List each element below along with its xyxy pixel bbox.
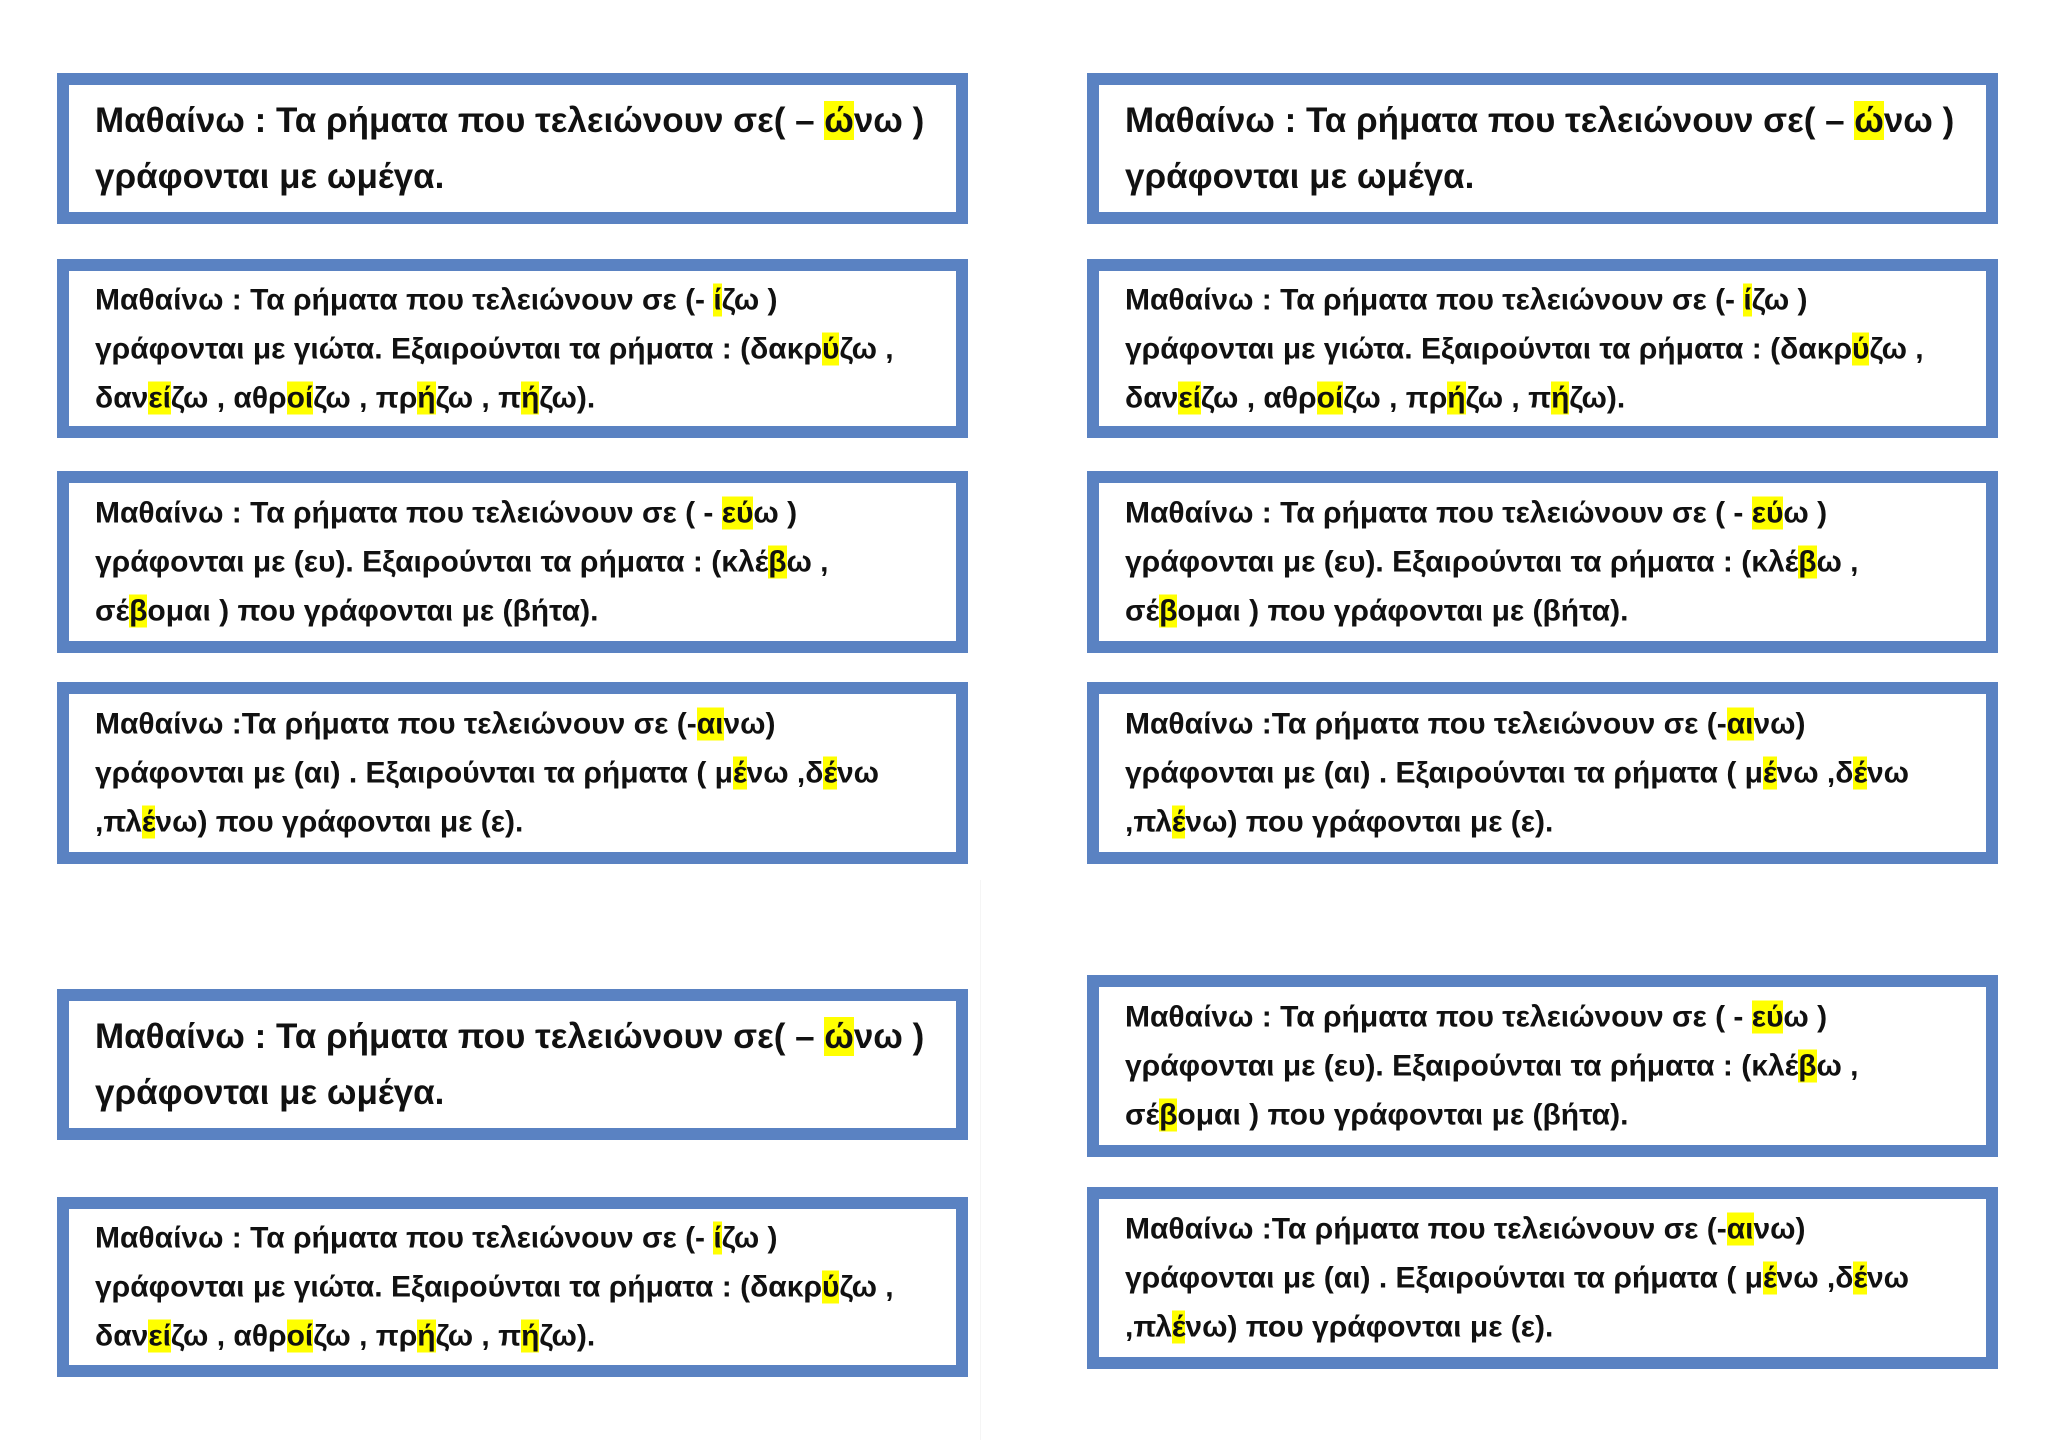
text-segment: νω) [1753,707,1806,741]
card-line [1125,149,1976,205]
card-line [95,1214,946,1263]
text-segment: γράφονται με γιώτα. Εξαιρούνται τα ρήματα : (δακρ [95,332,823,365]
card-aino-rule [1087,682,1998,864]
text-segment: ,πλ [1125,1310,1172,1344]
card-text [95,93,946,205]
text-segment: νω [837,756,880,790]
card-line [1125,324,1976,373]
highlighted-letters: ώ [824,1016,854,1056]
text-segment: δαν [1125,381,1179,414]
text-segment: γράφονται με (ευ). Εξαιρούνται τα ρήματα : (κλέ [1125,1049,1799,1083]
highlighted-letters: β [129,594,148,628]
text-segment: Μαθαίνω : Τα ρήματα που τελειώνουν σε( – [1125,100,1855,140]
text-segment: ομαι ) που γράφονται με (βήτα). [1177,594,1629,628]
card-line [95,1312,946,1361]
text-segment: Μαθαίνω : Τα ρήματα που τελειώνουν σε (- [95,1221,714,1255]
text-segment: ω , [1816,545,1859,579]
text-segment: ζω , πρ [313,1319,418,1353]
card-line [95,1263,946,1312]
highlighted-letters: έ [1853,1261,1867,1295]
text-segment: δαν [95,381,149,414]
card-text [95,700,946,847]
card-euo-rule [57,471,968,653]
card-line [95,275,946,324]
card-line [1125,798,1976,847]
text-segment: νω ) [853,1016,925,1056]
text-segment: νω [1867,756,1910,790]
card-line [1125,489,1976,538]
card-text [1125,489,1976,636]
highlighted-letters: έ [1763,1261,1777,1295]
card-line [95,93,946,149]
card-euo-rule [1087,471,1998,653]
text-segment: γράφονται με (αι) . Εξαιρούνται τα ρήματα ( μ [95,756,734,790]
text-segment: ομαι ) που γράφονται με (βήτα). [147,594,599,628]
card-euo-rule [1087,975,1998,1157]
card-text [1125,1205,1976,1352]
card-line [1125,538,1976,587]
highlighted-letters: ή [1447,381,1466,414]
highlighted-letters: ή [417,381,436,414]
text-segment: Μαθαίνω : Τα ρήματα που τελειώνουν σε ( - [1125,1000,1752,1034]
text-segment: νω ,δ [1776,1261,1854,1295]
highlighted-letters: β [1159,594,1178,628]
highlighted-letters: έ [1171,805,1186,839]
card-text [1125,700,1976,847]
card-line [1125,749,1976,798]
text-segment: ζω , αθρ [170,1319,287,1353]
card-line [95,587,946,636]
card-izo-rule [57,1197,968,1377]
highlighted-letters: ώ [1854,100,1884,140]
highlighted-letters: έ [823,756,837,790]
card-text [95,489,946,636]
highlighted-letters: ή [521,1319,540,1353]
card-text [95,1009,946,1121]
text-segment: σέ [95,594,130,628]
highlighted-letters: ί [1743,283,1752,316]
text-segment: γράφονται με (αι) . Εξαιρούνται τα ρήματα ( μ [1125,1261,1764,1295]
text-segment: γράφονται με γιώτα. Εξαιρούνται τα ρήματα : (δακρ [1125,332,1853,365]
card-ono-rule [1087,73,1998,224]
text-segment: ω , [786,545,829,579]
text-segment: ζω , πρ [313,381,418,414]
text-segment: ζω ) [721,1221,778,1255]
text-segment: ζω , [1869,332,1924,365]
text-segment: Μαθαίνω : Τα ρήματα που τελειώνουν σε ( - [95,496,722,530]
text-segment: νω) που γράφονται με (ε). [1185,805,1554,839]
text-segment: ζω , π [1465,381,1552,414]
text-segment: Μαθαίνω : Τα ρήματα που τελειώνουν σε( – [95,100,825,140]
text-segment: Μαθαίνω : Τα ρήματα που τελειώνουν σε ( - [1125,496,1752,530]
text-segment: ζω , [839,1270,894,1304]
text-segment: Μαθαίνω :Τα ρήματα που τελειώνουν σε (- [95,707,697,741]
text-segment: Μαθαίνω : Τα ρήματα που τελειώνουν σε( – [95,1016,825,1056]
text-segment: ζω , π [435,1319,522,1353]
card-line [1125,275,1976,324]
text-segment: ομαι ) που γράφονται με (βήτα). [1177,1098,1629,1132]
card-line [95,538,946,587]
highlighted-letters: αι [1726,1212,1754,1246]
card-ono-rule [57,73,968,224]
card-line [95,798,946,847]
highlighted-letters: έ [1853,756,1867,790]
text-segment: ω ) [1783,496,1828,530]
card-line [95,1065,946,1121]
text-segment: Μαθαίνω : Τα ρήματα που τελειώνουν σε (- [95,283,714,316]
text-segment: νω) που γράφονται με (ε). [155,805,524,839]
highlighted-letters: ώ [824,100,854,140]
text-segment: Μαθαίνω :Τα ρήματα που τελειώνουν σε (- [1125,1212,1727,1246]
card-line [1125,93,1976,149]
text-segment: ζω). [1569,381,1626,414]
highlighted-letters: έ [1171,1310,1186,1344]
card-line [1125,373,1976,422]
card-text [1125,993,1976,1140]
text-segment: νω ) [853,100,925,140]
highlighted-letters: ί [713,283,722,316]
card-line [95,373,946,422]
text-segment: νω ) [1883,100,1955,140]
highlighted-letters: αι [1726,707,1754,741]
highlighted-letters: εί [1178,381,1201,414]
text-segment: ,πλ [95,805,142,839]
highlighted-letters: έ [733,756,747,790]
highlighted-letters: β [1798,545,1817,579]
highlighted-letters: ύ [822,1270,840,1304]
card-line [1125,700,1976,749]
card-aino-rule [57,682,968,864]
highlighted-letters: εύ [721,496,754,530]
text-segment: νω [1867,1261,1910,1295]
highlighted-letters: αι [696,707,724,741]
highlighted-letters: εύ [1751,1000,1784,1034]
text-segment: γράφονται με (ευ). Εξαιρούνται τα ρήματα : (κλέ [1125,545,1799,579]
text-segment: γράφονται με ωμέγα. [1125,156,1475,196]
card-line [95,749,946,798]
highlighted-letters: εί [148,381,171,414]
card-line [95,1009,946,1065]
text-segment: νω) [723,707,776,741]
text-segment: ω , [1816,1049,1859,1083]
highlighted-letters: ί [713,1221,722,1255]
card-line [95,700,946,749]
highlighted-letters: οί [1316,381,1344,414]
card-text [1125,275,1976,422]
text-segment: ζω ) [721,283,778,316]
text-segment: ζω , π [435,381,522,414]
text-segment: νω) που γράφονται με (ε). [1185,1310,1554,1344]
text-segment: νω ,δ [746,756,824,790]
card-line [1125,587,1976,636]
text-segment: ζω). [539,1319,596,1353]
fold-line [980,880,981,1440]
text-segment: ζω , πρ [1343,381,1448,414]
highlighted-letters: εύ [1751,496,1784,530]
text-segment: ζω , [839,332,894,365]
highlighted-letters: β [1159,1098,1178,1132]
text-segment: γράφονται με γιώτα. Εξαιρούνται τα ρήματα : (δακρ [95,1270,823,1304]
text-segment: σέ [1125,594,1160,628]
highlighted-letters: ή [521,381,540,414]
card-text [1125,93,1976,205]
card-text [95,275,946,422]
text-segment: σέ [1125,1098,1160,1132]
card-line [95,324,946,373]
card-line [1125,1091,1976,1140]
highlighted-letters: ύ [822,332,840,365]
highlighted-letters: ή [417,1319,436,1353]
text-segment: ω ) [753,496,798,530]
card-line [1125,1254,1976,1303]
card-text [95,1214,946,1361]
card-ono-rule [57,989,968,1140]
card-line [1125,1205,1976,1254]
text-segment: ,πλ [1125,805,1172,839]
text-segment: Μαθαίνω :Τα ρήματα που τελειώνουν σε (- [1125,707,1727,741]
text-segment: Μαθαίνω : Τα ρήματα που τελειώνουν σε (- [1125,283,1744,316]
text-segment: ζω , αθρ [1200,381,1317,414]
text-segment: γράφονται με ωμέγα. [95,156,445,196]
text-segment: ζω ) [1751,283,1808,316]
highlighted-letters: β [1798,1049,1817,1083]
text-segment: νω ,δ [1776,756,1854,790]
highlighted-letters: ύ [1852,332,1870,365]
text-segment: δαν [95,1319,149,1353]
card-aino-rule [1087,1187,1998,1369]
card-izo-rule [57,259,968,438]
text-segment: ω ) [1783,1000,1828,1034]
card-izo-rule [1087,259,1998,438]
highlighted-letters: έ [1763,756,1777,790]
highlighted-letters: οί [286,381,314,414]
text-segment: γράφονται με (αι) . Εξαιρούνται τα ρήματα ( μ [1125,756,1764,790]
text-segment: ζω). [539,381,596,414]
card-line [95,149,946,205]
text-segment: ζω , αθρ [170,381,287,414]
highlighted-letters: έ [141,805,156,839]
text-segment: νω) [1753,1212,1806,1246]
card-line [1125,993,1976,1042]
card-line [1125,1042,1976,1091]
text-segment: γράφονται με (ευ). Εξαιρούνται τα ρήματα : (κλέ [95,545,769,579]
text-segment: γράφονται με ωμέγα. [95,1072,445,1112]
highlighted-letters: εί [148,1319,171,1353]
highlighted-letters: ή [1551,381,1570,414]
card-line [1125,1303,1976,1352]
highlighted-letters: οί [286,1319,314,1353]
highlighted-letters: β [768,545,787,579]
card-line [95,489,946,538]
